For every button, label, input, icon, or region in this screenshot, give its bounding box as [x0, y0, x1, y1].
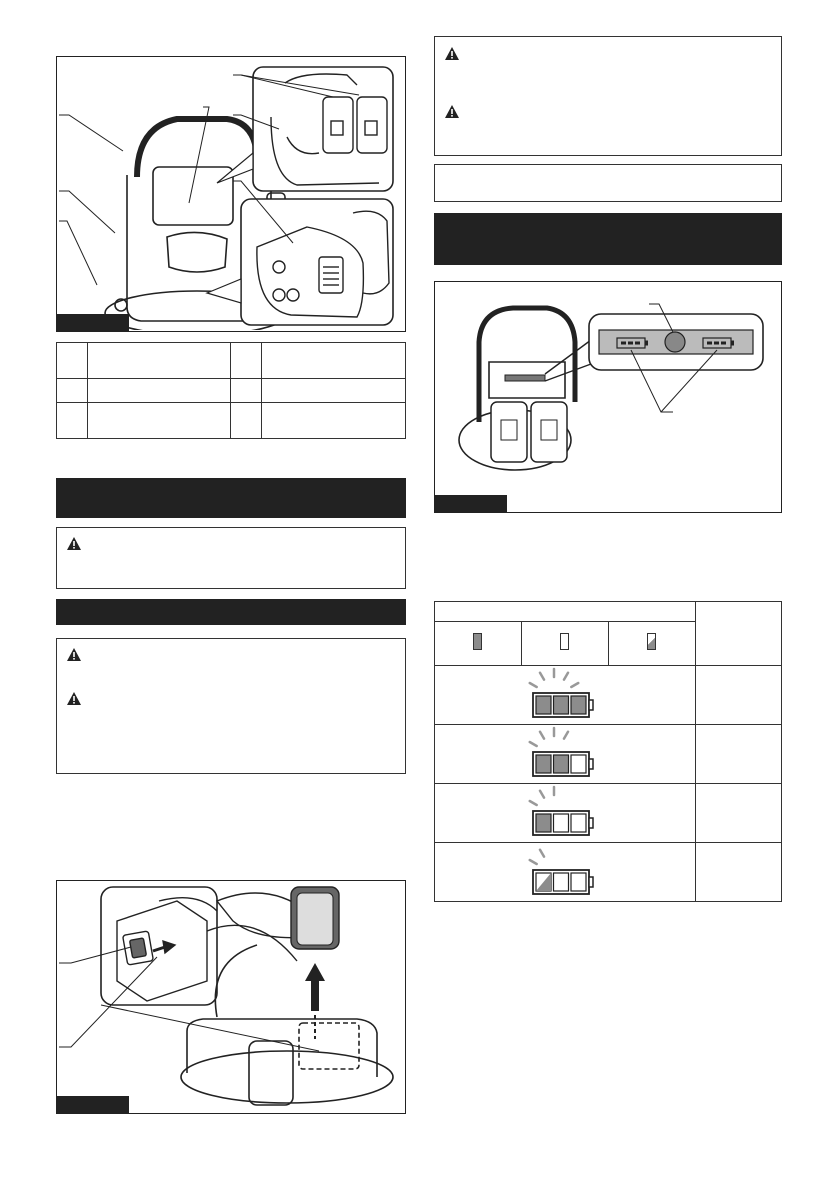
parts-cell	[262, 403, 406, 439]
blink-ray	[530, 742, 537, 746]
blink-ray	[530, 683, 537, 687]
battery-removal-illustration	[57, 881, 404, 1112]
battery-row	[435, 843, 696, 902]
parts-cell	[231, 403, 262, 439]
parts-cell	[262, 343, 406, 379]
battery-level-icon	[435, 844, 693, 901]
parts-table	[56, 342, 406, 439]
blink-ray	[540, 790, 544, 797]
blink-ray	[540, 849, 544, 856]
indicator-table	[434, 601, 782, 902]
figure-1-label	[57, 314, 129, 331]
blink-ray	[530, 801, 537, 805]
battery-segment	[571, 696, 586, 714]
charger-overview-illustration	[57, 57, 404, 330]
lamp-lit-icon	[473, 633, 482, 650]
battery-level-icon	[435, 667, 693, 724]
indicator-panel-illustration	[435, 282, 780, 511]
warning-triangle-icon	[445, 47, 459, 60]
warning-triangle-icon	[67, 692, 81, 705]
subsection-heading-bar	[56, 599, 406, 625]
lamp-state-blinking	[608, 622, 695, 666]
blink-ray	[530, 860, 537, 864]
parts-cell	[57, 379, 88, 403]
indicator-header-capacity	[695, 602, 781, 666]
battery-tip	[589, 818, 593, 828]
battery-tip	[589, 700, 593, 710]
battery-segment	[571, 755, 586, 773]
figure-1	[56, 56, 406, 332]
warning-triangle-icon	[67, 537, 81, 550]
capacity-cell	[695, 725, 781, 784]
battery-segment	[536, 814, 551, 832]
battery-segment	[536, 696, 551, 714]
battery-row	[435, 725, 696, 784]
lamp-state-lit	[435, 622, 522, 666]
lamp-off-icon	[560, 633, 569, 650]
warning-box	[56, 527, 406, 589]
battery-segment	[554, 755, 569, 773]
battery-tip	[589, 759, 593, 769]
parts-cell	[87, 379, 231, 403]
parts-cell	[231, 343, 262, 379]
figure-3	[56, 880, 406, 1114]
lamp-blinking-icon	[647, 633, 656, 650]
battery-segment	[554, 814, 569, 832]
parts-cell	[87, 343, 231, 379]
parts-cell	[57, 343, 88, 379]
capacity-cell	[695, 843, 781, 902]
figure-2-label	[435, 495, 507, 512]
capacity-cell	[695, 666, 781, 725]
warning-triangle-icon	[445, 105, 459, 118]
figure-3-label	[57, 1096, 129, 1113]
battery-segment	[571, 814, 586, 832]
parts-cell	[87, 403, 231, 439]
warning-box	[434, 36, 782, 156]
lamp-state-off	[521, 622, 608, 666]
battery-row	[435, 666, 696, 725]
parts-cell	[262, 379, 406, 403]
parts-cell	[231, 379, 262, 403]
battery-segment	[536, 755, 551, 773]
indicator-header	[435, 602, 696, 622]
warning-triangle-icon	[67, 648, 81, 661]
section-heading-bar	[434, 213, 782, 265]
blink-ray	[564, 672, 568, 679]
parts-cell	[57, 403, 88, 439]
battery-level-icon	[435, 726, 693, 783]
note-box	[434, 164, 782, 202]
battery-segment	[554, 873, 569, 891]
warning-box	[56, 638, 406, 774]
section-heading-bar	[56, 478, 406, 518]
battery-tip	[589, 877, 593, 887]
battery-row	[435, 784, 696, 843]
capacity-cell	[695, 784, 781, 843]
figure-2	[434, 281, 782, 513]
battery-segment	[554, 696, 569, 714]
battery-level-icon	[435, 785, 693, 842]
blink-ray	[564, 731, 568, 738]
blink-ray	[571, 683, 578, 687]
blink-ray	[540, 672, 544, 679]
battery-segment	[571, 873, 586, 891]
blink-ray	[540, 731, 544, 738]
